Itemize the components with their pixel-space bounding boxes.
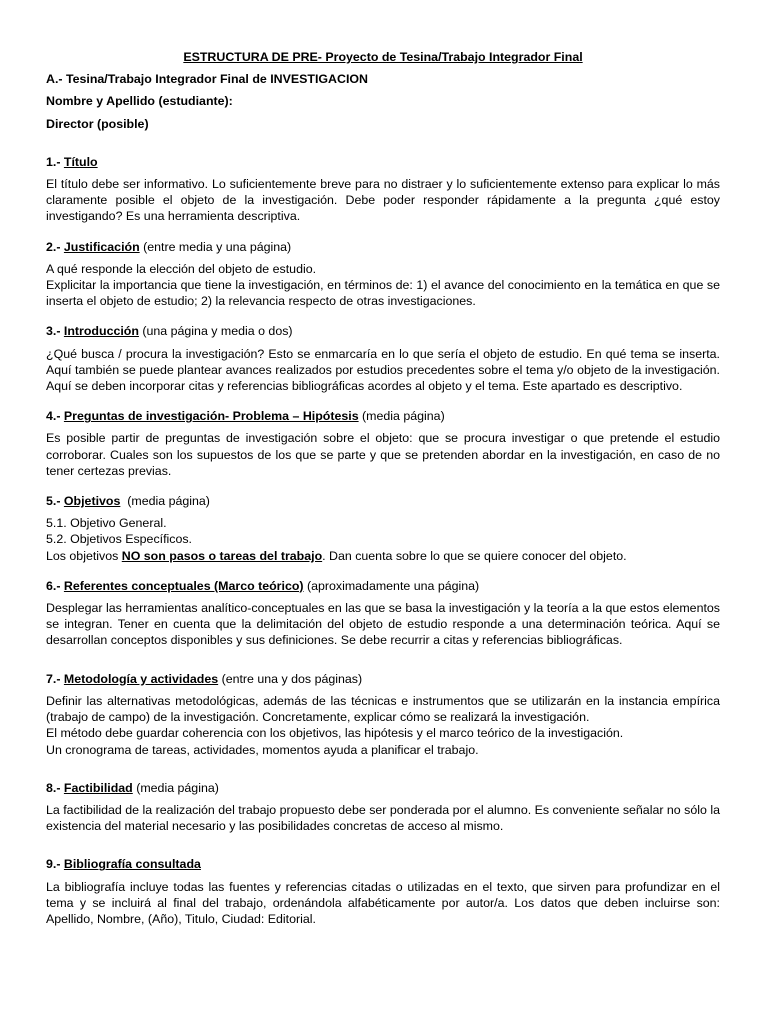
section-note: (entre una y dos páginas)	[218, 671, 363, 686]
section-heading	[46, 408, 720, 424]
section-heading	[46, 493, 720, 509]
paragraph: El título debe ser informativo. Lo suficientemente breve para no distraer y lo suficientemente extenso para explicar lo más claramente posible el objeto de la investigación. Debe poder responder rápidamente a la pregunta ¿qué estoy investigando? Es una herramienta descriptiva.	[46, 177, 720, 224]
section-introduccion	[46, 323, 720, 394]
section-name: Objetivos	[63, 494, 121, 509]
section-body	[46, 600, 720, 649]
note-text: . Dan cuenta sobre lo que se quiere conocer del objeto.	[322, 548, 627, 563]
section-note: (media página)	[358, 409, 445, 424]
section-name: Título	[63, 154, 98, 169]
header-student-name: Nombre y Apellido (estudiante):	[46, 94, 233, 109]
section-justificacion	[46, 239, 720, 310]
section-number: 8.-	[46, 780, 64, 795]
section-body	[46, 802, 720, 834]
section-note: (entre media y una página)	[139, 239, 292, 254]
header-investigacion: A.- Tesina/Trabajo Integrador Final de INVESTIGACION	[46, 72, 368, 87]
section-name: Bibliografía consultada	[63, 857, 201, 872]
section-body	[46, 693, 720, 758]
section-titulo	[46, 154, 720, 225]
section-heading	[46, 323, 720, 339]
section-note: (aproximadamente una página)	[303, 578, 480, 593]
section-heading	[46, 578, 720, 594]
section-number: 1.-	[46, 154, 64, 169]
section-number: 4.-	[46, 409, 64, 424]
section-number: 7.-	[46, 671, 64, 686]
document-title: ESTRUCTURA DE PRE- Proyecto de Tesina/Trabajo Integrador Final	[183, 50, 583, 64]
section-preguntas	[46, 408, 720, 479]
paragraph: Un cronograma de tareas, actividades, momentos ayuda a planificar el trabajo.	[46, 742, 479, 757]
section-factibilidad	[46, 780, 720, 835]
section-name: Preguntas de investigación- Problema – Hipótesis	[63, 409, 359, 424]
document-page	[46, 49, 720, 927]
paragraph: Definir las alternativas metodológicas, además de las técnicas e instrumentos que se utilizarán en la instancia empírica (trabajo de campo) de la investigación. Concretamente, explicar cómo se realizará la investigación.	[46, 693, 720, 725]
paragraph: ¿Qué busca / procura la investigación? Esto se enmarcaría en lo que sería el objeto de estudio. En qué tema se inserta. Aquí también se puede plantear avances realizados por estudios precedentes sobre el tema y/o objeto de la investigación. Aquí se deben incorporar citas y referencias bibliográficas acordes al objeto y el tema. Este apartado es descriptivo.	[46, 346, 720, 394]
section-name: Metodología y actividades	[63, 671, 219, 686]
objetivos-note	[46, 548, 720, 564]
section-number: 2.-	[46, 239, 64, 254]
section-body	[46, 176, 720, 225]
paragraph: A qué responde la elección del objeto de estudio.	[46, 261, 317, 276]
list-item: 5.2. Objetivos Específicos.	[46, 532, 193, 547]
paragraph: Desplegar las herramientas analítico-conceptuales en las que se basa la investigación y la teoría a la que estos elementos se integran. Tener en cuenta que la delimitación del objeto de estudio responde a una determinación teórica. Aquí se desarrollan conceptos disponibles y sus definiciones. Se debe recurrir a citas y referencias bibliográficas.	[46, 601, 720, 648]
list-item: 5.1. Objetivo General.	[46, 516, 167, 531]
section-number: 3.-	[46, 324, 64, 339]
header-director: Director (posible)	[46, 116, 149, 131]
section-bibliografia	[46, 856, 720, 927]
section-note: (una página y media o dos)	[138, 324, 293, 339]
section-body	[46, 879, 720, 928]
section-heading	[46, 671, 720, 687]
section-number: 6.-	[46, 578, 64, 593]
section-body	[46, 430, 720, 479]
paragraph: El método debe guardar coherencia con los objetivos, las hipótesis y el marco teórico de la investigación.	[46, 726, 624, 741]
section-name: Justificación	[63, 239, 140, 254]
paragraph: La factibilidad de la realización del trabajo propuesto debe ser ponderada por el alumno. Es conveniente señalar no sólo la existencia del material necesario y las posibilidades concretas de acceso al mismo.	[46, 802, 720, 834]
paragraph: Es posible partir de preguntas de investigación sobre el objeto: que se procura investigar o que pretende el estudio corroborar. Cuales son los supuestos de los que se parte y que se pretenden abordar en la investigación, en caso de no tener certezas previas.	[46, 431, 720, 478]
section-heading	[46, 856, 720, 872]
section-number: 9.-	[46, 857, 64, 872]
section-note: (media página)	[132, 780, 219, 795]
section-marco-teorico	[46, 578, 720, 649]
paragraph: La bibliografía incluye todas las fuentes y referencias citadas o utilizadas en el texto, que sirven para profundizar en el tema y se incluirá al final del trabajo, ordenándola alfabéticamente por autor/a. Los datos que deben incluirse son: Apellido, Nombre, (Año), Titulo, Ciudad: Editorial.	[46, 879, 720, 926]
section-heading	[46, 154, 720, 170]
section-metodologia	[46, 671, 720, 758]
section-note: (media página)	[120, 494, 210, 509]
note-emphasis: NO son pasos o tareas del trabajo	[121, 548, 323, 563]
paragraph: Explicitar la importancia que tiene la investigación, en términos de: 1) el avance del conocimiento en la temática en que se inserta el objeto de estudio; 2) la relevancia respecto de otras investigaciones.	[46, 278, 720, 309]
section-body	[46, 515, 720, 564]
section-number: 5.-	[46, 494, 64, 509]
section-body	[46, 346, 720, 395]
section-body	[46, 261, 720, 310]
section-heading	[46, 239, 720, 255]
section-objetivos	[46, 493, 720, 564]
section-name: Introducción	[63, 324, 139, 339]
note-text: Los objetivos	[46, 548, 122, 563]
section-name: Factibilidad	[63, 780, 133, 795]
section-heading	[46, 780, 720, 796]
section-name: Referentes conceptuales (Marco teórico)	[63, 578, 304, 593]
